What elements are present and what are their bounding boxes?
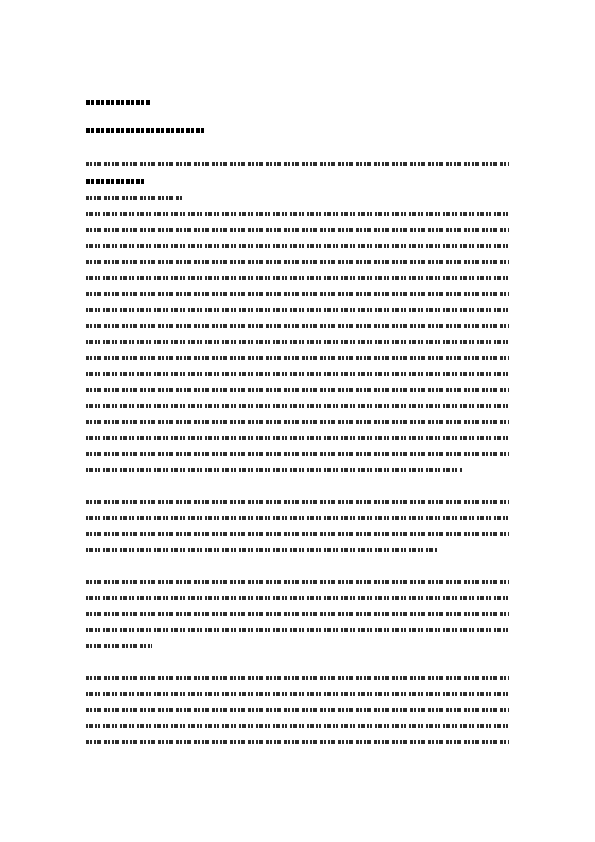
paragraph-1-line-16	[86, 404, 509, 408]
paragraph-1-line-2	[86, 179, 144, 184]
paragraph-1-line-7	[86, 260, 509, 264]
paragraph-3-line-2	[86, 596, 509, 600]
paragraph-1-line-10	[86, 308, 509, 312]
heading-line-2	[86, 128, 204, 133]
paragraph-3-line-3	[86, 612, 509, 616]
paragraph-4-line-1	[86, 676, 509, 680]
paragraph-1-line-1	[86, 162, 509, 166]
paragraph-2-line-1	[86, 500, 509, 504]
paragraph-1-line-18	[86, 436, 509, 440]
heading-line-1	[86, 100, 150, 105]
paragraph-4-line-2	[86, 692, 509, 696]
paragraph-1-line-5	[86, 228, 509, 232]
paragraph-1-line-4	[86, 212, 509, 216]
paragraph-1-line-8	[86, 276, 509, 280]
paragraph-1-line-6	[86, 244, 509, 248]
paragraph-4-line-3	[86, 708, 509, 712]
paragraph-4-line-5	[86, 740, 509, 744]
paragraph-2-line-4	[86, 548, 438, 552]
paragraph-1-line-9	[86, 292, 509, 296]
paragraph-1-line-14	[86, 372, 509, 376]
paragraph-1-line-11	[86, 324, 509, 328]
paragraph-3-line-1	[86, 580, 509, 584]
paragraph-1-line-15	[86, 388, 509, 392]
paragraph-1-line-17	[86, 420, 509, 424]
paragraph-1-line-19	[86, 452, 509, 456]
paragraph-4-line-4	[86, 724, 509, 728]
paragraph-1-line-3	[86, 196, 184, 200]
paragraph-3-line-5	[86, 644, 152, 648]
paragraph-2-line-2	[86, 516, 509, 520]
paragraph-1-line-13	[86, 356, 509, 360]
paragraph-1-line-12	[86, 340, 509, 344]
paragraph-3-line-4	[86, 628, 509, 632]
paragraph-2-line-3	[86, 532, 509, 536]
paragraph-1-line-20	[86, 468, 462, 472]
